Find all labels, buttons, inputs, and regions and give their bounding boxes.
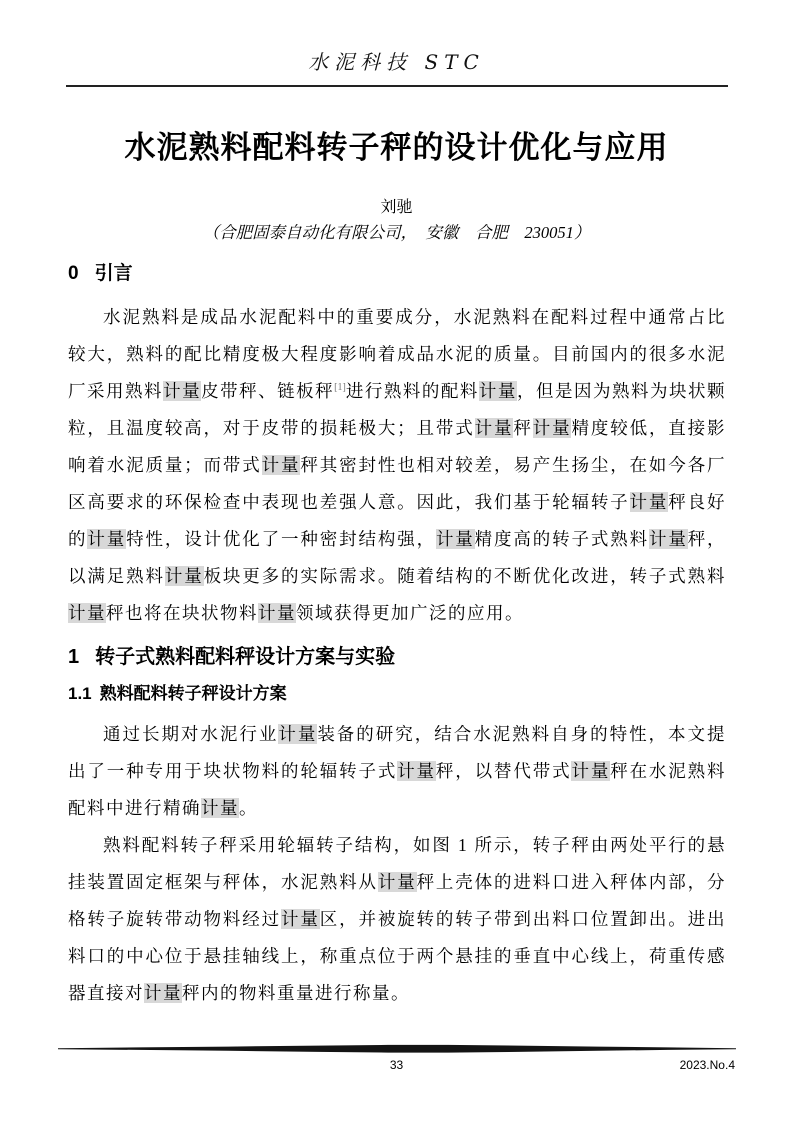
section-number: 0 [68, 263, 79, 284]
keyword-highlight: 计量 [648, 529, 688, 549]
paragraph-design-1: 通过长期对水泥行业计量装备的研究，结合水泥熟料自身的特性，本文提出了一种专用于块状物料的轮辐转子式计量秤，以替代带式计量秤在水泥熟料配料中进行精确计量。 [68, 724, 727, 818]
keyword-highlight: 计量 [435, 529, 475, 549]
section-heading-1 [68, 640, 726, 669]
page-number: 33 [389, 1058, 404, 1072]
section-number: 1 [68, 646, 80, 668]
section-heading-0 [68, 258, 726, 285]
keyword-highlight: 计量 [397, 761, 436, 781]
article-author: 刘驰 [380, 199, 413, 216]
keyword-highlight: 计量 [532, 418, 572, 438]
keyword-highlight: 计量 [87, 529, 127, 549]
keyword-highlight: 计量 [629, 492, 669, 512]
keyword-highlight: 计量 [261, 455, 301, 475]
paragraph-design-2: 熟料配料转子秤采用轮辐转子结构，如图 1 所示，转子秤由两处平行的悬挂装置固定框架与秤体，水泥熟料从计量秤上壳体的进料口进入秤体内部，分格转子旋转带动物料经过计量区，并被旋转的转子带到出料口位置卸出。进出料口的中心位于悬挂轴线上，称重点位于两个悬挂的垂直中心线上，荷重传感器直接对计量秤内的物料重量进行称量。 [68, 835, 727, 1003]
article-body [68, 258, 726, 1012]
keyword-highlight: 计量 [144, 983, 182, 1003]
subsection-heading-1-1 [68, 679, 726, 704]
keyword-highlight: 计量 [377, 872, 417, 892]
subsection-number: 1.1 [68, 684, 92, 703]
header-rule [66, 85, 728, 87]
journal-header: 水泥科技 STC [308, 50, 485, 74]
section-title: 转子式熟料配料秤设计方案与实验 [95, 646, 396, 668]
keyword-highlight: 计量 [163, 381, 202, 401]
section-title: 引言 [94, 263, 133, 284]
keyword-highlight: 计量 [278, 724, 318, 744]
article-affiliation: （合肥固泰自动化有限公司， 安徽 合肥 230051） [202, 223, 591, 242]
subsection-title: 熟料配料转子秤设计方案 [99, 684, 287, 703]
keyword-highlight: 计量 [258, 603, 296, 623]
keyword-highlight: 计量 [478, 381, 517, 401]
article-title: 水泥熟料配料转子秤的设计优化与应用 [124, 130, 669, 165]
issue-label: 2023.No.4 [679, 1058, 735, 1072]
reference-marker: [1] [334, 382, 346, 394]
keyword-highlight: 计量 [571, 761, 611, 781]
keyword-highlight: 计量 [281, 909, 320, 929]
keyword-highlight: 计量 [164, 566, 204, 586]
footer-rule [58, 1044, 736, 1054]
keyword-highlight: 计量 [201, 798, 239, 818]
keyword-highlight: 计量 [68, 603, 106, 623]
keyword-highlight: 计量 [474, 418, 514, 438]
paragraph-intro: 水泥熟料是成品水泥配料中的重要成分，水泥熟料在配料过程中通常占比较大，熟料的配比精度极大程度影响着成品水泥的质量。目前国内的很多水泥厂采用熟料计量皮带秤、链板秤[1]进行熟料的配料计量，但是因为熟料为块状颗粒，且温度较高，对于皮带的损耗极大；且带式计量秤计量精度较低，直接影响着水泥质量；而带式计量秤其密封性也相对较差，易产生扬尘，在如今各厂区高要求的环保检查中表现也差强人意。因此，我们基于轮辐转子计量秤良好的计量特性，设计优化了一种密封结构强，计量精度高的转子式熟料计量秤，以满足熟料计量板块更多的实际需求。随着结构的不断优化改进，转子式熟料计量秤也将在块状物料计量领域获得更加广泛的应用。 [68, 307, 727, 623]
